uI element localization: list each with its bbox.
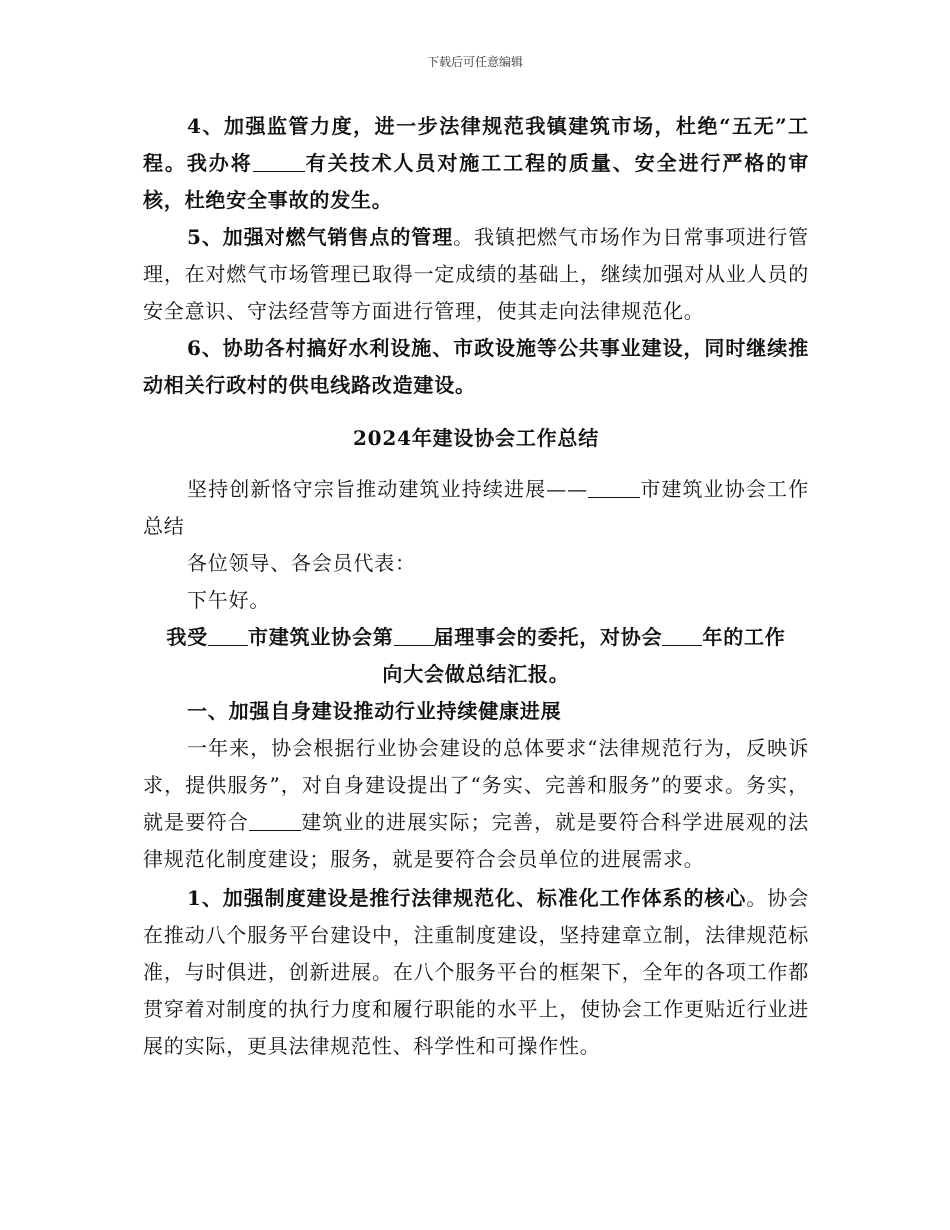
fill-blank — [249, 810, 301, 831]
document-title: 2024年建设协会工作总结 — [352, 426, 600, 450]
point-1-text: 。协会在推动八个服务平台建设中，注重制度建设，坚持建章立制，法律规范标准，与时俱进，创新进展。在八个服务平台的框架下，全年的各项工作都贯穿着对制度的执行力度和履行职能的水平上，使协会工作更贴近行业进展的实际，更具法律规范性、科学性和可操作性。 — [143, 886, 809, 1058]
item-6-paragraph: 6、协助各村搞好水利设施、市政设施等公共事业建设，同时继续推动相关行政村的供电线路改造建设。 — [143, 336, 809, 397]
page-header: 下载后可任意编辑 — [426, 55, 523, 69]
afternoon-greeting: 下午好。 — [187, 588, 271, 612]
fill-blank — [662, 625, 702, 646]
section-1-text-b: 建筑业的进展实际；完善，就是要符合科学进展观的法律规范化制度建设；服务，就是要符合会员单位的进展需求。 — [143, 810, 810, 871]
subtitle-paragraph — [143, 471, 809, 545]
subtitle-text-b: 市建筑业协会工作总结 — [143, 477, 809, 538]
item-5-paragraph — [143, 219, 809, 330]
report-paragraph — [143, 619, 809, 693]
fill-blank — [253, 151, 305, 172]
point-1-paragraph — [143, 880, 809, 1065]
item-5-text: 。我镇把燃气市场作为日常事项进行管理，在对燃气市场管理已取得一定成绩的基础上，继续加强对从业人员的安全意识、守法经营等方面进行管理，使其走向法律规范化。 — [143, 225, 809, 323]
fill-blank — [588, 477, 640, 498]
subtitle-text-a: 坚持创新恪守宗旨推动建筑业持续进展—— — [187, 477, 588, 501]
item-4-paragraph — [143, 108, 809, 219]
point-1-heading: 1、加强制度建设是推行法律规范化、标准化工作体系的核心 — [187, 886, 747, 910]
report-text-b: 市建筑业协会第 — [247, 625, 394, 649]
item-5-heading: 5、加强对燃气销售点的管理 — [187, 225, 454, 249]
report-text-d: 年的工作 — [702, 625, 786, 649]
report-text-e: 向大会做总结汇报。 — [382, 662, 570, 686]
section-1-heading: 一、加强自身建设推动行业持续健康进展 — [187, 699, 562, 723]
greeting: 各位领导、各会员代表： — [187, 551, 416, 575]
section-1-paragraph — [143, 730, 809, 878]
section-1-text-a: 一年来，协会根据行业协会建设的总体要求“法律规范行为，反映诉求，提供服务”，对自身建设提出了“务实、完善和服务”的要求。务实，就是要符合 — [143, 736, 809, 834]
report-text-a: 我受 — [166, 625, 208, 649]
fill-blank — [394, 625, 434, 646]
item-4-text-b: 有关技术人员对施工工程的质量、安全进行严格的审核，杜绝安全事故的发生。 — [143, 151, 810, 212]
report-text-c: 届理事会的委托，对协会 — [433, 625, 663, 649]
fill-blank — [208, 625, 248, 646]
document-body — [143, 108, 809, 1065]
item-4-text-a: 4、加强监管力度，进一步法律规范我镇建筑市场，杜绝“五无”工程。我办将 — [143, 114, 809, 175]
